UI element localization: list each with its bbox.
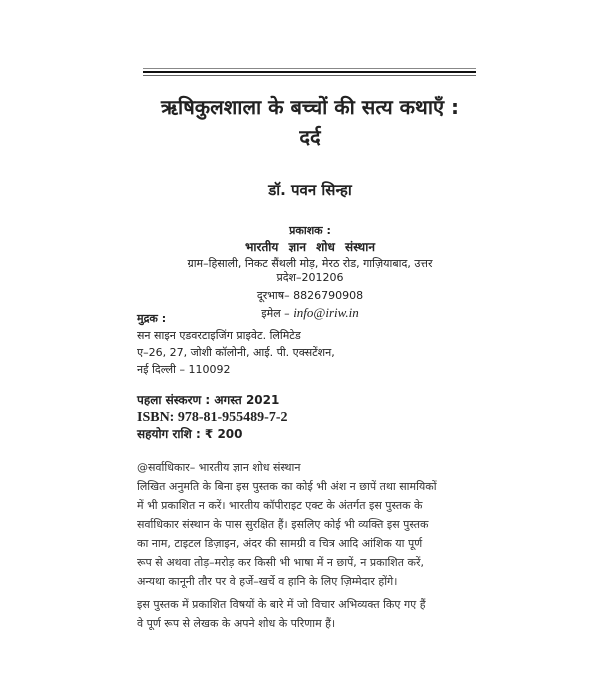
- edition-block: [137, 392, 288, 443]
- publisher-name: भारतीय ज्ञान शोध संस्थान: [245, 240, 375, 254]
- printer-name: सन साइन एडवरटाइजिंग प्राइवेट. लिमिटेड: [137, 329, 301, 342]
- copyright-line: में भी प्रकाशित न करें। भारतीय कॉपीराइट एक्ट के अंतर्गत इस पुस्तक के: [137, 499, 423, 512]
- title-line-2: दर्द: [299, 125, 321, 149]
- printer-block: [137, 310, 335, 378]
- copyright-heading: @सर्वाधिकार– भारतीय ज्ञान शोध संस्थान: [137, 461, 301, 474]
- author-name: डॉ. पवन सिन्हा: [268, 181, 352, 199]
- email-label: इमेल –: [261, 307, 290, 320]
- book-title: [130, 92, 490, 152]
- printer-address-2: नई दिल्ली – 110092: [137, 363, 231, 376]
- publisher-block: [140, 222, 480, 321]
- copyright-line: सर्वाधिकार संस्थान के पास सुरक्षित हैं। इसलिए कोई भी व्यक्ति इस पुस्तक: [137, 518, 429, 531]
- price-line: सहयोग राशि : ₹ 200: [137, 427, 243, 441]
- copyright-line: का नाम, टाइटल डिज़ाइन, अंदर की सामग्री व चित्र आदि आंशिक या पूर्ण: [137, 537, 423, 550]
- phone-number: 8826790908: [293, 289, 364, 302]
- copyright-paragraph-2: [137, 595, 477, 633]
- copyright-paragraph-1: [137, 477, 477, 591]
- phone-label: दूरभाष–: [256, 289, 290, 302]
- disclaimer-line: इस पुस्तक में प्रकाशित विषयों के बारे में जो विचार अभिव्यक्त किए गए हैं: [137, 598, 426, 611]
- disclaimer-line: वे पूर्ण रूप से लेखक के अपने शोध के परिणाम हैं।: [137, 617, 336, 630]
- email-address: info@iriw.in: [293, 305, 359, 320]
- printer-address-1: ए–26, 27, जोशी कॉलोनी, आई. पी. एक्सटेंशन,: [137, 346, 335, 359]
- title-line-1: ऋषिकुलशाला के बच्चों की सत्य कथाएँ :: [160, 95, 460, 119]
- printer-label: मुद्रक :: [137, 312, 167, 325]
- publisher-address-2: प्रदेश–201206: [276, 271, 344, 284]
- publisher-address-1: ग्राम–हिसाली, निकट सैंथली मोड़, मेरठ रोड, गाज़ियाबाद, उत्तर: [187, 257, 433, 270]
- isbn: ISBN: 978-81-955489-7-2: [137, 410, 288, 425]
- publisher-label: प्रकाशक :: [289, 224, 331, 237]
- copyright-line: लिखित अनुमति के बिना इस पुस्तक का कोई भी अंश न छापें तथा सामयिकों: [137, 480, 437, 493]
- copyright-line: अन्यथा कानूनी तौर पर वे हर्जे–खर्चे व हानि के लिए ज़िम्मेदार होंगे।: [137, 575, 398, 588]
- publisher-phone: [140, 289, 480, 303]
- edition-line: पहला संस्करण : अगस्त 2021: [137, 393, 280, 407]
- copyright-line: रूप से अथवा तोड़–मरोड़ कर किसी भी भाषा में न छापें, न प्रकाशित करें,: [137, 556, 424, 569]
